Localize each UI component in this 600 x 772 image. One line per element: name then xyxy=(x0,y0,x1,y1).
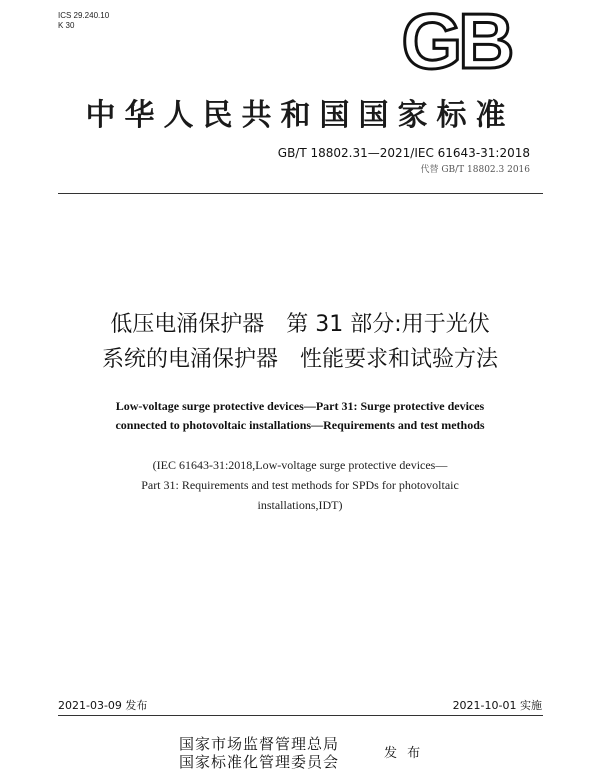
classification-codes xyxy=(58,11,109,31)
english-title-line-1: Low-voltage surge protective devices—Part 31: Surge protective devices xyxy=(115,399,485,413)
bottom-divider xyxy=(58,715,543,716)
top-divider xyxy=(58,193,543,194)
iec-equivalence-line-1: (IEC 61643-31:2018,Low-voltage surge protective devices— xyxy=(152,458,448,472)
standard-name: 中华人民共和国国家标准 xyxy=(85,98,515,133)
gb-logo xyxy=(397,6,515,76)
issuer-action: 发 布 xyxy=(384,746,424,761)
english-title-line-2: connected to photovoltaic installations—Requirements and test methods xyxy=(115,418,485,432)
issuer-line-2: 国家标准化管理委员会 xyxy=(179,753,340,771)
ics-code: ICS 29.240.10 xyxy=(58,11,110,20)
iec-equivalence-line-2: Part 31: Requirements and test methods for SPDs for photovoltaic xyxy=(141,478,459,492)
gb-logo-text: GB xyxy=(401,6,511,76)
issue-date: 2021-03-09 发布 xyxy=(58,699,148,712)
issuer-line-1: 国家市场监督管理总局 xyxy=(179,735,340,753)
ccs-code: K 30 xyxy=(58,21,75,30)
standard-number: GB/T 18802.31—2021/IEC 61643-31:2018 xyxy=(277,146,530,160)
chinese-title-line-1: 低压电涌保护器 第 31 部分:用于光伏 xyxy=(110,312,490,337)
iec-equivalence-line-3: installations,IDT) xyxy=(257,498,343,512)
chinese-title-line-2: 系统的电涌保护器 性能要求和试验方法 xyxy=(101,347,498,372)
replaces-standard: 代替 GB/T 18802.3 2016 xyxy=(420,165,530,175)
implementation-date: 2021-10-01 实施 xyxy=(452,699,542,712)
